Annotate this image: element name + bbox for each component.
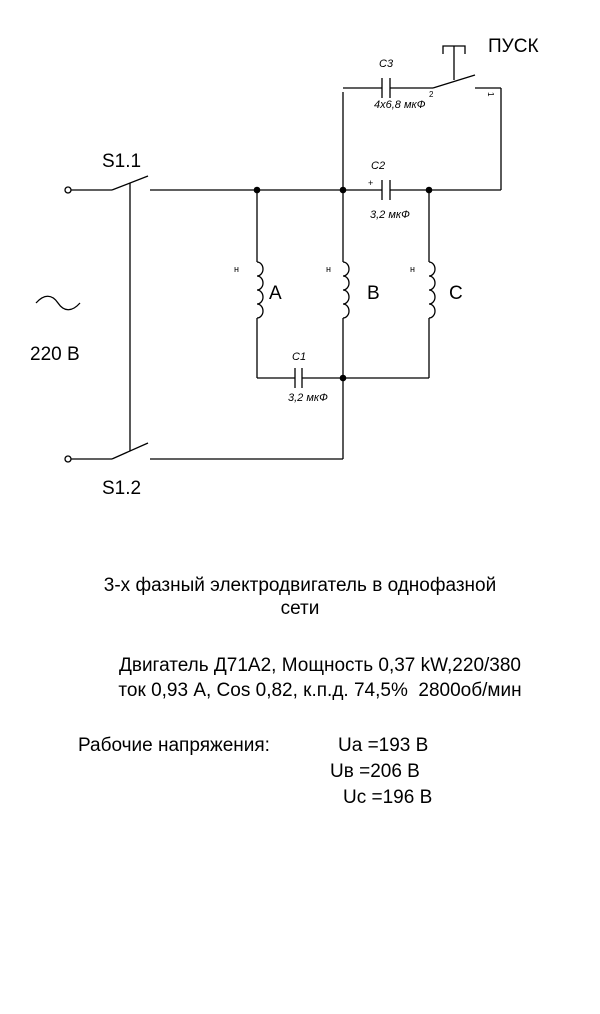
junction-c bbox=[426, 187, 433, 194]
title-line-2: сети bbox=[280, 598, 320, 619]
voltage-ub: Uв =206 В bbox=[330, 761, 420, 782]
spec-line-1: Двигатель Д71А2, Мощность 0,37 kW,220/380 bbox=[118, 655, 521, 676]
winding-b-label: B bbox=[367, 283, 380, 304]
c1-value: 3,2 мкФ bbox=[288, 392, 328, 404]
c2-value: 3,2 мкФ bbox=[370, 209, 410, 221]
junction-b bbox=[340, 187, 347, 194]
junction-b-bottom bbox=[340, 375, 347, 382]
winding-a-start: н bbox=[234, 264, 239, 274]
ac-supply-tilde bbox=[36, 296, 80, 310]
bottom-terminal bbox=[65, 456, 71, 462]
winding-a-coil bbox=[257, 262, 263, 318]
c1-name: C1 bbox=[292, 351, 307, 363]
c3-pin2: 2 bbox=[429, 90, 434, 99]
switch-s12-label: S1.2 bbox=[102, 478, 142, 499]
voltage-ua: Ua =193 В bbox=[338, 735, 429, 756]
winding-c-label: C bbox=[449, 283, 463, 304]
c2-polarity: + bbox=[368, 178, 374, 188]
voltage-uc: Uc =196 В bbox=[343, 787, 433, 808]
winding-c-coil bbox=[429, 262, 435, 318]
title-line-1: 3-х фазный электродвигатель в однофазной bbox=[103, 575, 497, 596]
c3-name: C3 bbox=[379, 58, 394, 70]
winding-b-start: н bbox=[326, 264, 331, 274]
start-button-label: ПУСК bbox=[488, 36, 539, 57]
start-button-actuator bbox=[443, 46, 465, 80]
junction-a bbox=[254, 187, 261, 194]
voltages-label: Рабочие напряжения: bbox=[78, 735, 270, 756]
c3-pin1: 1 bbox=[486, 92, 495, 97]
top-terminal bbox=[65, 187, 71, 193]
c2-name: C2 bbox=[371, 160, 386, 172]
c3-value: 4x6,8 мкФ bbox=[374, 99, 426, 111]
winding-a-label: A bbox=[269, 283, 282, 304]
supply-voltage-label: 220 В bbox=[30, 344, 80, 365]
spec-line-2: ток 0,93 А, Cos 0,82, к.п.д. 74,5% 2800об/мин bbox=[118, 680, 522, 701]
winding-c-start: н bbox=[410, 264, 415, 274]
switch-s11-label: S1.1 bbox=[102, 151, 142, 172]
winding-b-coil bbox=[343, 262, 349, 318]
